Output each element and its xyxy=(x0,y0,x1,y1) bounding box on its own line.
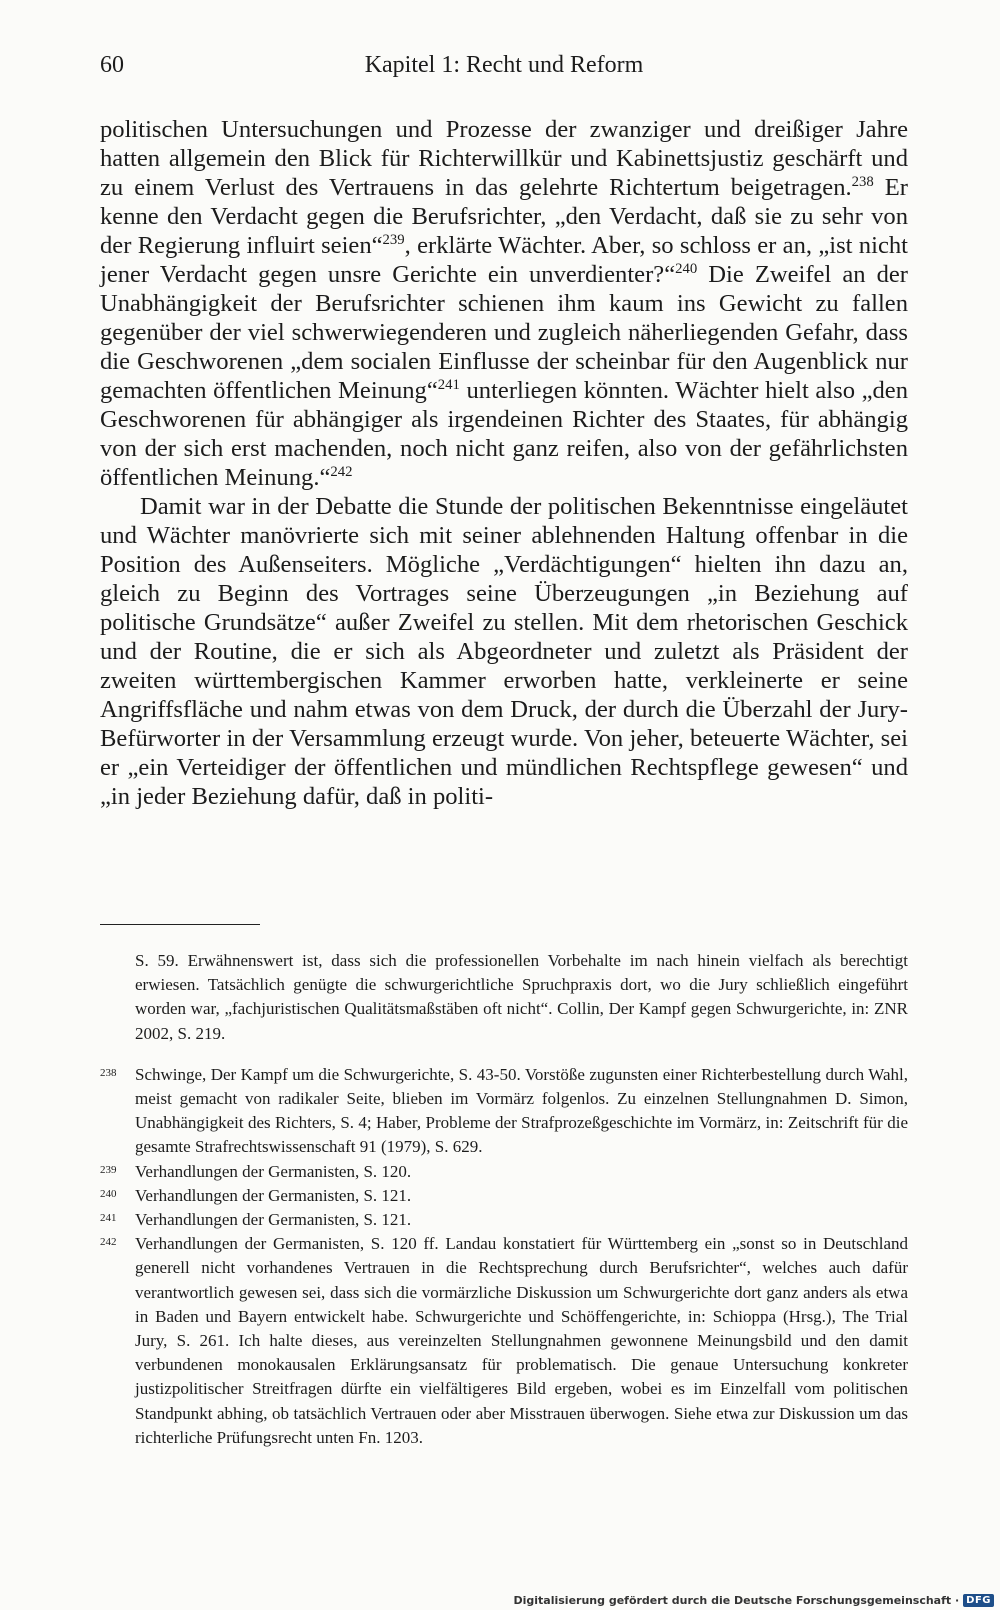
footnote-text: Schwinge, Der Kampf um die Schwurgerichte, S. 43-50. Vorstöße zugunsten einer Richterbestellung durch Wahl, meist gemacht von radikaler Seite, blieben im Vormärz folgenlos. Zu einzelnen Stellungnahmen D. Simon, Unabhängigkeit des Richters, S. 4; Haber, Probleme der Strafprozeßgeschichte im Vormärz, in: Zeitschrift für die gesamte Strafrechtswissenschaft 91 (1979), S. 629. xyxy=(135,1064,908,1157)
footnote-ref-241: 241 xyxy=(437,376,460,393)
footnote-241 xyxy=(100,1208,908,1232)
paragraph-1 xyxy=(100,115,908,492)
digitization-credit xyxy=(513,1594,994,1607)
footnote-242 xyxy=(100,1232,908,1450)
footnote-number: 238 xyxy=(100,1066,117,1079)
footnote-ref-242: 242 xyxy=(330,463,353,480)
footnote-text: Verhandlungen der Germanisten, S. 120. xyxy=(135,1161,412,1181)
dfg-logo-icon: DFG xyxy=(963,1594,994,1607)
paragraph-1-part-d: Die Zweifel an der Unabhängigkeit der Berufsrichter schienen ihm kaum ins Gewicht zu fallen gegenüber der viel schwerwiegenderen und zugleich näherliegenden Gefahr, dass die Geschworenen „dem socialen Einflusse der scheinbar für den Augenblick nur gemachten öffentlichen Meinung“ xyxy=(100,261,908,404)
footnote-number: 240 xyxy=(100,1187,117,1200)
footnote-ref-238: 238 xyxy=(851,173,874,190)
footnotes xyxy=(100,932,908,1450)
running-head xyxy=(100,52,908,92)
paragraph-1-part-b: Er kenne den Verdacht gegen die Berufsrichter, „den Verdacht, daß sie zu sehr von der Regierung influirt seien“ xyxy=(100,174,908,259)
footnote-239 xyxy=(100,1160,908,1184)
footnote-text: Verhandlungen der Germanisten, S. 120 ff. Landau konstatiert für Württemberg ein „sonst so in Deutschland generell nicht vorhandenes Vertrauen in die Rechtsprechung durch Berufsrichter“, welches auch dafür verantwortlich gewesen sei, dass sich die vormärzliche Diskussion um Schwurgerichte dort ganz anders als etwa in Baden und Bayern entwickelt habe. Schwurgerichte und Schöffengerichte, in: Schioppa (Hrsg.), The Trial Jury, S. 261. Ich halte dieses, aus vereinzelten Stellungnahmen gewonnene Meinungsbild und den damit verbundenen monokausalen Erklärungsansatz für problematisch. Die genaue Untersuchung konkreter justizpolitischer Streitfragen dürfte ein vielfältigeres Bild ergeben, wobei es im Einzelfall vom politischen Standpunkt abhing, ob tatsächlich Vertrauen oder aber Misstrauen überwogen. Siehe etwa zur Diskussion um das richterliche Prüfungsrecht unten Fn. 1203. xyxy=(135,1234,908,1447)
paragraph-2: Damit war in der Debatte die Stunde der politischen Bekenntnisse eingeläutet und Wächter manövrierte sich mit seiner ablehnenden Haltung offenbar in die Position des Außenseiters. Mögliche „Verdächtigungen“ hielten ihn dazu an, gleich zu Beginn des Vortrages seine Überzeugungen „in Beziehung auf politische Grundsätze“ außer Zweifel zu stellen. Mit dem rhetorischen Geschick und der Routine, die er sich als Abgeordneter und zuletzt als Präsident der zweiten württembergischen Kammer erworben hatte, verkleinerte er seine Angriffsfläche und nahm etwas von dem Druck, der durch die Überzahl der Jury-Befürworter in der Versammlung erzeugt wurde. Von jeher, beteuerte Wächter, sei er „ein Verteidiger der öffentlichen und mündlichen Rechtspflege gewesen“ und „in jeder Beziehung dafür, daß in politi- xyxy=(100,493,908,810)
footnote-number: 242 xyxy=(100,1236,117,1249)
footnote-number: 239 xyxy=(100,1163,117,1176)
footnote-ref-239: 239 xyxy=(382,231,405,248)
paragraph-1-part-e: unterliegen könnten. Wächter hielt also „den Geschworenen für abhängiger als irgendeinen Richter des Staates, für abhängig von der sich erst machenden, noch nicht ganz reifen, also von der gefährlichsten öffentlichen Meinung.“ xyxy=(100,377,908,491)
footnote-238 xyxy=(100,1063,908,1160)
page-number: 60 xyxy=(100,52,124,78)
paragraph-1-part-a: politischen Untersuchungen und Prozesse der zwanziger und dreißiger Jahre hatten allgemein den Blick für Richterwillkür und Kabinettsjustiz geschärft und zu einem Verlust des Vertrauens in das gelehrte Richtertum beigetragen. xyxy=(100,116,908,201)
digitization-credit-text: Digitalisierung gefördert durch die Deutsche Forschungsgemeinschaft · xyxy=(513,1594,960,1607)
footnote-ref-240: 240 xyxy=(675,260,698,277)
paragraph-1-part-c: , erklärte Wächter. Aber, so schloss er an, „ist nicht jener Verdacht gegen unsre Gerichte ein unverdienter?“ xyxy=(100,232,908,288)
chapter-title: Kapitel 1: Recht und Reform xyxy=(364,52,644,78)
footnote-240 xyxy=(100,1184,908,1208)
footnote-number: 241 xyxy=(100,1212,117,1225)
footnote-continuation: S. 59. Erwähnenswert ist, dass sich die professionellen Vorbehalte im nach hinein vielfach als berechtigt erwiesen. Tatsächlich genügte die schwurgerichtliche Spruchpraxis dort, wo die Jury schließlich eingeführt worden war, „fachjuristischen Qualitätsmaßstäben oft nicht“. Collin, Der Kampf gegen Schwurgerichte, in: ZNR 2002, S. 219. xyxy=(135,951,908,1043)
footnote-divider xyxy=(100,924,260,925)
footnote-text: Verhandlungen der Germanisten, S. 121. xyxy=(135,1185,412,1205)
main-text xyxy=(100,115,908,811)
footnote-text: Verhandlungen der Germanisten, S. 121. xyxy=(135,1210,412,1230)
